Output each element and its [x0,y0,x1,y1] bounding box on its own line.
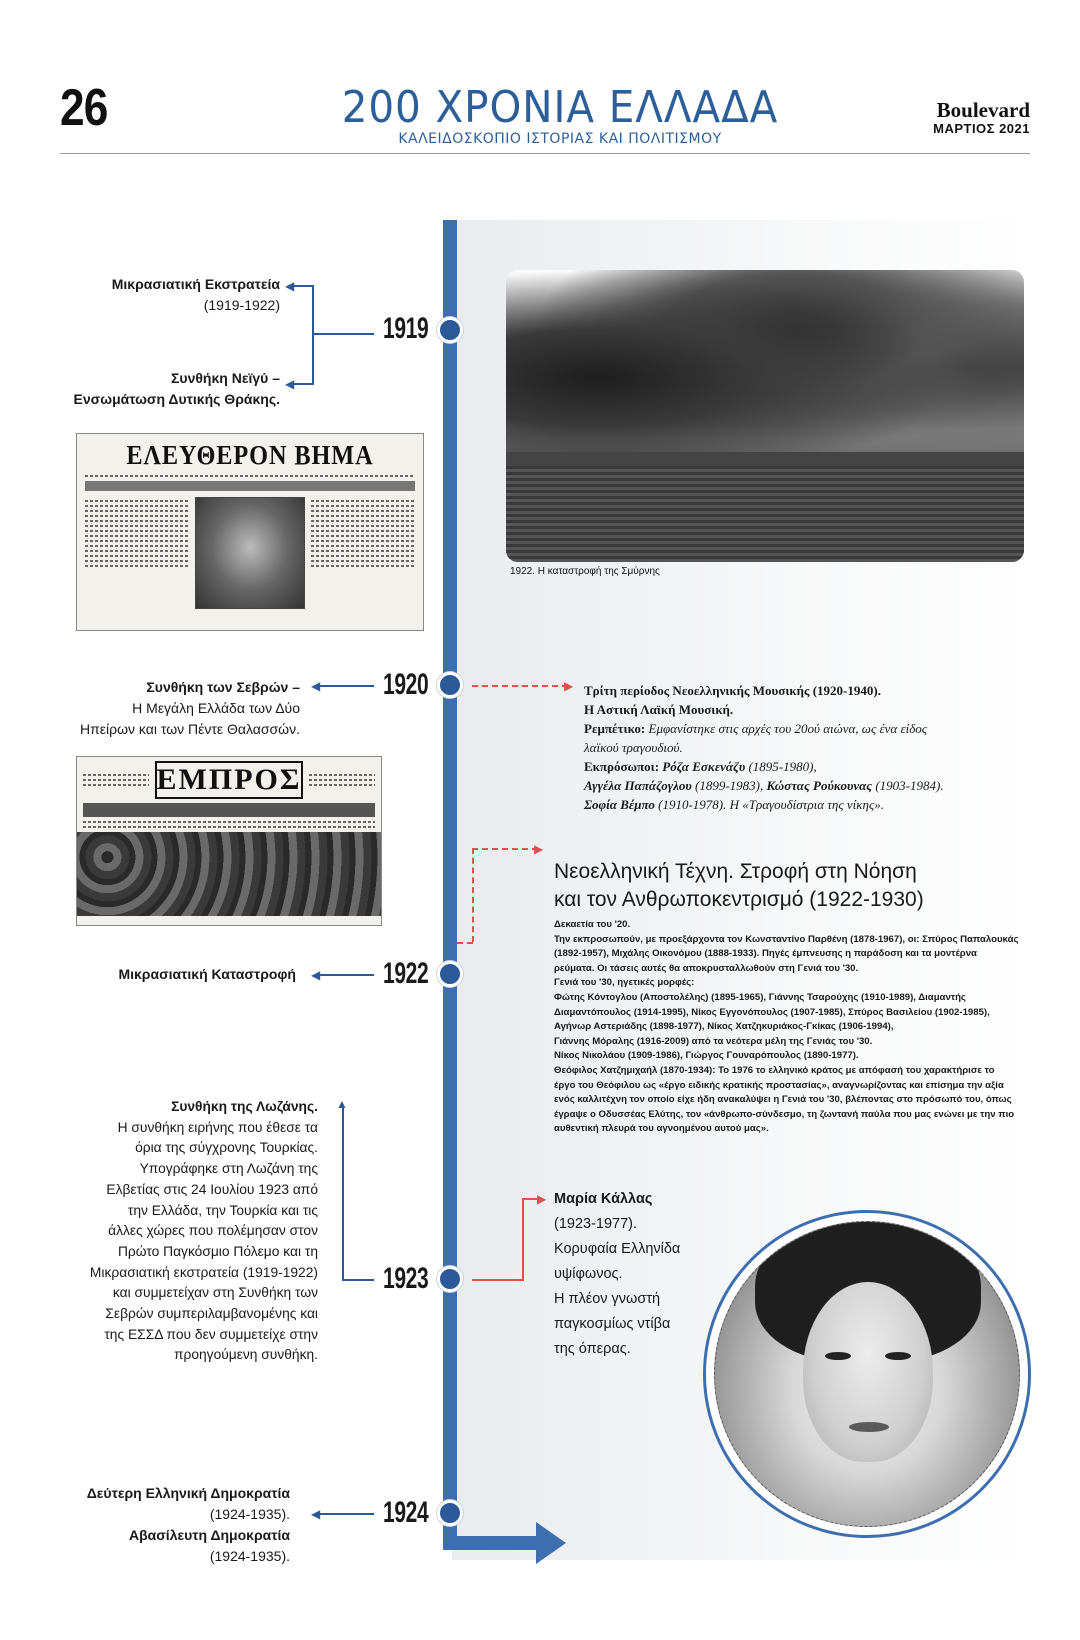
page-number: 26 [60,79,108,137]
arrow-right-icon: ▶ [534,842,544,856]
connector-line [292,285,312,287]
text-line [85,535,189,537]
year-1922: 1922 [383,957,429,990]
text-line [83,779,149,781]
text-line [85,510,189,512]
text-line [85,520,189,522]
sea [506,466,1024,562]
event-1919-neuilly [20,368,280,410]
callas-line: Η πλέον γνωστή [554,1291,661,1307]
art-body-line: έγραψε ο Οδυσσέας Ελύτης, τον «άνθρωπο-σύνδεσμο, τη ζωντανή παύλα που μας ενώνει με την πιο [554,1108,1015,1120]
callas-bio [554,1187,724,1362]
event-title: Μικρασιατική Καταστροφή [118,966,296,982]
text-line [85,500,189,502]
art-body-line: Νίκος Νικολάου (1909-1986), Γιώργος Γουναρόπουλος (1890-1977). [554,1050,859,1062]
event-subtitle: Ενσωμάτωση Δυτικής Θράκης. [73,391,280,407]
rebetiko-desc-cont: λαϊκού τραγουδιού. [584,740,683,755]
column [85,497,189,609]
text-line [311,560,415,562]
representatives-label: Εκπρόσωποι: [584,759,660,774]
text-line [311,520,415,522]
event-line: την Ελλάδα, την Τουρκία και τις [127,1202,318,1218]
connector-dashed-red [472,848,538,850]
eye [825,1352,851,1360]
event-title: Δεύτερη Ελληνική Δημοκρατία [86,1485,290,1501]
art-heading [554,858,1014,914]
event-1924-republic [20,1483,290,1567]
event-title: Μικρασιατική Εκστρατεία [111,276,280,292]
art-body-line: Θεόφιλος Χατζημιχαήλ (1870-1934): Το 1976 το ελληνικό κράτος με απόφασή του χαρακτήρισε το [554,1064,995,1076]
text-line [85,530,189,532]
art-body-line: αυθεντική πλευρά του αγνοημένου αυτού μας». [554,1123,769,1135]
artist-dates: (1899-1983), [691,778,767,793]
arrow-left-icon: ◀ [311,679,321,693]
art-body-line: Διαμαντόπουλος (1914-1995), Νίκος Εγγονόπουλος (1907-1985), Σπύρος Βασιλείου (1902-1985), [554,1006,990,1018]
newspaper-empros [76,756,382,926]
text-line [85,540,189,542]
artist-name: Ρόζα Εσκενάζυ [659,759,746,774]
event-line: Η Μεγάλη Ελλάδα των Δύο [132,700,300,716]
art-body-line: ρεύματα. Οι τάσεις αυτές θα αποκρυσταλλωθούν στη Γενιά του '30. [554,962,859,974]
art-body-line: Δεκαετία του '20. [554,919,631,930]
face [803,1282,933,1462]
timeline-arrow-icon [536,1522,566,1564]
text-line [85,515,189,517]
masthead-side [309,771,375,789]
page-title: 200 ΧΡΟΝΙΑ ΕΛΛΑΔΑ [341,82,779,133]
connector-line [342,1279,374,1281]
connector-line [292,383,312,385]
artist-name: Αγγέλα Παπάζογλου [584,778,692,793]
event-line: όρια της σύγχρονης Τουρκίας. [135,1140,318,1156]
timeline-dot [437,1500,463,1526]
text-line [309,774,375,776]
event-1923-lausanne [20,1097,318,1366]
text-line [85,565,189,567]
text-line [311,545,415,547]
event-line: προηγούμενη συνθήκη. [173,1347,318,1363]
text-line [311,555,415,557]
event-dates: (1924-1935). [209,1548,290,1564]
art-heading-line: και τον Ανθρωποκεντρισμό (1922-1930) [554,888,924,911]
arrow-up-icon: ▲ [336,1097,348,1111]
artist-dates: (1910-1978). Η «Τραγουδίστρια της νίκης». [654,797,884,812]
page-subtitle: ΚΑΛΕΙΔΟΣΚΟΠΙΟ ΙΣΤΟΡΙΑΣ ΚΑΙ ΠΟΛΙΤΙΣΜΟΥ [398,131,722,147]
arrow-left-icon: ◀ [311,968,321,982]
event-1922-catastrophe [60,964,296,985]
text-line [311,565,415,567]
callas-portrait-photo [714,1221,1020,1527]
event-title: Αβασίλευτη Δημοκρατία [128,1527,290,1543]
callas-line: της όπερας. [554,1341,631,1357]
artist-name: Κώστας Ρούκουνας [766,778,873,793]
timeline-bar [443,220,457,1550]
timeline-dot [437,317,463,343]
arrow-right-icon: ▶ [564,679,574,693]
art-body-line: ενός καλλιτέχνη τον οποίο είχε ήδη ανακαλύψει η Γενιά του '30, βλέποντας στο πρόσωπό του, όπως [554,1094,1012,1106]
headline-bar [85,481,415,491]
arrow-left-icon: ◀ [311,1507,321,1521]
text-line [311,505,415,507]
connector-line [318,685,374,687]
rebetiko-label: Ρεμπέτικο: [584,721,646,736]
text-line [85,545,189,547]
masthead-row [83,761,375,799]
event-line: άλλες χώρες που πολέμησαν στον [108,1223,318,1239]
column [311,497,415,609]
event-title: Συνθήκη της Λωζάνης. [171,1099,318,1114]
text-line [83,821,375,823]
text-line [85,555,189,557]
issue-date: ΜΑΡΤΙΟΣ 2021 [933,121,1030,136]
arrow-left-icon: ◀ [285,279,295,293]
year-1924: 1924 [383,1496,429,1529]
callas-name: Μαρία Κάλλας [554,1191,653,1207]
music-subheading: Η Αστική Λαϊκή Μουσική. [584,702,734,717]
masthead-side [83,771,149,789]
smyrna-fire-photo [506,270,1024,562]
brand-logo: Boulevard [936,98,1030,122]
timeline-dot [437,961,463,987]
event-line: Η συνθήκη ειρήνης που έθεσε τα [117,1119,318,1135]
connector-line [318,1513,374,1515]
connector-red [472,1279,522,1281]
year-1919: 1919 [383,312,429,345]
headline-bar [83,803,375,817]
art-body-line: έργο του Θεόφιλου ως «έργο ειδικής κρατικής προστασίας», αναγνωρίζοντας και επίσημα την αξία [554,1079,1004,1091]
art-body-line: Φώτης Κόντογλου (Αποστολέλης) (1895-1965), Γιάννης Τσαρούχης (1910-1989), Διαμαντής [554,991,966,1003]
music-heading: Τρίτη περίοδος Νεοελληνικής Μουσικής (1920-1940). [584,683,881,698]
year-1920: 1920 [383,668,429,701]
event-line: Μικρασιατική εκστρατεία (1919-1922) [89,1264,318,1280]
connector-dashed-red [457,942,473,944]
connector-bracket [342,1107,344,1281]
art-heading-line: Νεοελληνική Τέχνη. Στροφή στη Νόηση [554,860,917,883]
connector-line [314,333,374,335]
event-line: Υπογράφηκε στη Λωζάνη της [139,1161,318,1177]
newspaper-masthead: ΕΛΕΥΘΕΡΟΝ ΒΗΜΑ [126,440,374,470]
callas-line: Κορυφαία Ελληνίδα [554,1241,681,1257]
arrow-right-icon: ▶ [537,1192,547,1206]
event-dates: (1924-1935). [209,1506,290,1522]
art-body-line: Την εκπροσωπούν, με προεξάρχοντα τον Κωνσταντίνο Παρθένη (1878-1967), οι: Σπύρος Παπαλουκάς [554,933,1019,945]
photo-caption: 1922. Η καταστροφή της Σμύρνης [510,566,660,577]
text-line [309,779,375,781]
arrow-left-icon: ◀ [285,377,295,391]
smoke-clouds [506,270,1024,470]
year-1923: 1923 [383,1262,429,1295]
text-line [85,560,189,562]
timeline-dot [437,1266,463,1292]
music-period-text [584,681,1014,814]
timeline-dot [437,672,463,698]
connector-line [318,974,374,976]
text-line [85,505,189,507]
event-line: Σεβρών συμπεριλαμβανομένης και [105,1306,318,1322]
text-line [311,525,415,527]
event-line: και συμμετείχαν στη Συνθήκη των [112,1285,318,1301]
art-body-line: (1892-1957), Μιχάλης Οικονόμου (1888-1933). Πηγές έμπνευσης η παράδοση και τα μοντέρνα [554,948,977,960]
callas-line: (1923-1977). [554,1216,638,1232]
text-line [311,540,415,542]
connector-dashed-red [472,848,474,942]
artist-dates: (1903-1984). [872,778,944,793]
event-line: Πρώτο Παγκόσμιο Πόλεμο και τη [117,1243,318,1259]
event-1919-campaign [40,274,280,316]
text-line [85,550,189,552]
callas-line: παγκοσμίως ντίβα [554,1316,671,1332]
event-title: Συνθήκη Νεϊγύ – [171,370,280,386]
text-line [85,525,189,527]
art-body-line: Αγήνωρ Αστεριάδης (1898-1977), Νίκος Χατζηκυριάκος-Γκίκας (1906-1994), [554,1021,894,1033]
text-line [311,530,415,532]
artist-dates: (1895-1980), [745,759,817,774]
rebetiko-desc: Εμφανίστηκε στις αρχές του 20ού αιώνα, ως ένα είδος [645,721,928,736]
artist-name: Σοφία Βέμπο [584,797,655,812]
event-line: της ΕΣΣΔ που δεν συμμετείχε στην [104,1326,318,1342]
text-line [311,500,415,502]
portrait-photo [195,497,305,609]
text-line [311,550,415,552]
event-1920-sevres [20,677,300,740]
text-line [83,826,375,828]
event-line: Ελβετίας στις 24 Ιουλίου 1923 από [106,1181,318,1197]
header-divider [60,153,1030,154]
shoreline [506,452,1024,466]
text-line [309,784,375,786]
newspaper-columns [85,497,415,609]
art-body-line: Γενιά του '30, ηγετικές μορφές: [554,977,695,989]
text-line [311,535,415,537]
text-line [83,774,149,776]
eye [885,1352,911,1360]
text-line [311,510,415,512]
connector-dashed-red [472,685,568,687]
event-title: Συνθήκη των Σεβρών – [146,679,300,695]
event-line: Ηπείρων και των Πέντε Θαλασσών. [80,721,300,737]
connector-bracket [312,285,314,385]
art-body-line: Γιάννης Μόραλης (1916-2009) από τα νεότερα μέλη της Γενιάς του '30. [554,1035,873,1047]
art-body [554,918,1034,1137]
connector-red [522,1198,524,1281]
newspaper-eleftheron-vima [76,433,424,631]
callas-line: υψίφωνος. [554,1266,623,1282]
lips [849,1422,889,1432]
text-line [85,475,415,477]
newspaper-masthead: ΕΜΠΡΟΣ [155,761,304,799]
group-photo [77,832,381,916]
text-line [83,784,149,786]
event-dates: (1919-1922) [203,297,280,313]
timeline-foot [443,1536,539,1550]
text-line [311,515,415,517]
